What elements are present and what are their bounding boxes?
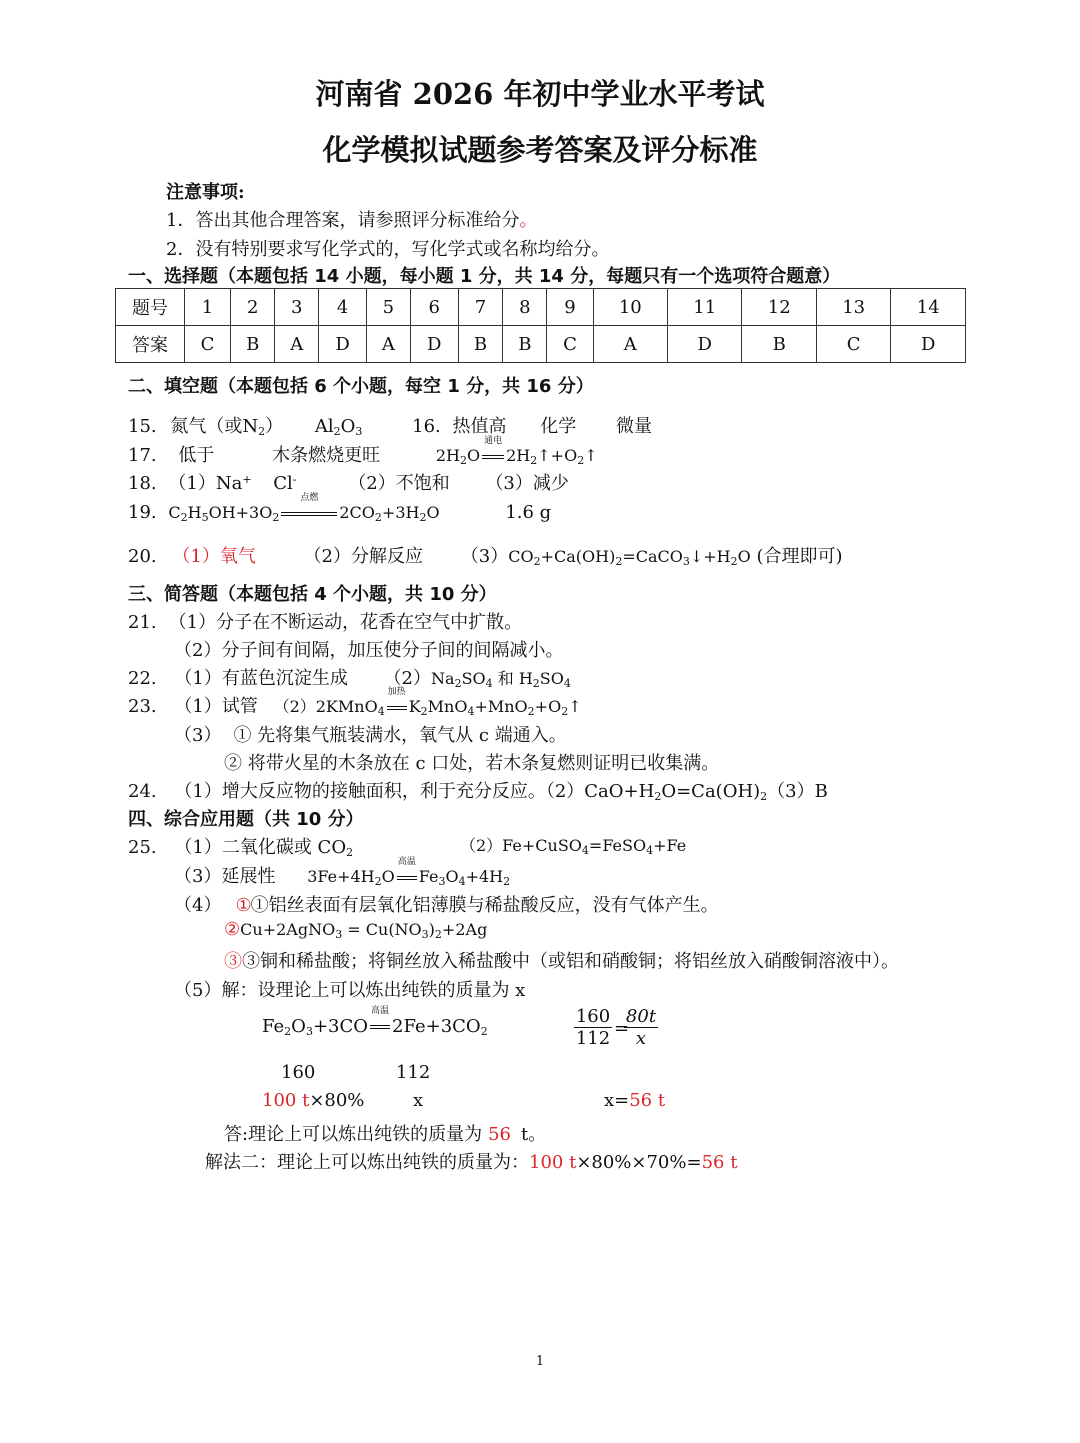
section1-heading: 一、选择题（本题包括 14 小题，每小题 1 分，共 14 分，每题只有一个选项符合题意）: [128, 266, 841, 287]
notes-item-2: 2．没有特别要求写化学式的，写化学式或名称均给分。: [166, 239, 610, 260]
notes-heading: 注意事项:: [166, 182, 245, 203]
table-cell: 10: [593, 289, 667, 326]
q23-line-2: （3） ① 先将集气瓶装满水，氧气从 c 端通入。: [174, 725, 567, 746]
table-cell: A: [593, 326, 667, 363]
mass-160: 160: [281, 1062, 316, 1083]
mass-x: x: [413, 1090, 424, 1111]
q25-line-3: （3）延展性 $3Fe+4H_2O$ 高温 $Fe_3O_4+4H_2$: [174, 857, 511, 888]
q22-line: 22. （1）有蓝色沉淀生成 $(2)Na_2SO_4$ 和 $H_2SO_4$: [128, 668, 571, 690]
q17-line: 17. 低于 木条燃烧更旺 $2H_2O$ 通电 $2H_2↑+O_2↑$: [128, 436, 598, 467]
q25-line-4: （4） ①①铝丝表面有层氧化铝薄膜与稀盐酸反应，没有气体产生。: [174, 895, 719, 916]
table-row-answers: [116, 326, 966, 363]
table-cell: C: [185, 326, 231, 363]
notes-item-1: 1．答出其他合理答案，请参照评分标准给分。: [166, 210, 538, 231]
table-cell: 2: [231, 289, 275, 326]
section4-heading: 四、综合应用题（共 10 分）: [128, 809, 364, 830]
table-cell: 7: [458, 289, 502, 326]
q21-line-1: 21. （1）分子在不断运动，花香在空气中扩散。: [128, 612, 523, 633]
table-cell: D: [891, 326, 966, 363]
result-x: x=56 t: [604, 1090, 666, 1111]
mass-112: 112: [396, 1062, 431, 1083]
fraction-left: 160 112: [575, 1006, 611, 1049]
table-cell: 1: [185, 289, 231, 326]
table-cell: D: [410, 326, 458, 363]
table-cell: D: [319, 326, 367, 363]
page-number: 1: [535, 1354, 545, 1369]
q23-line-1: 23. （1）试管 （2）2KMnO$_4$ 加热 $K_2MnO_4+MnO_2+O_2↑$: [128, 687, 582, 718]
table-cell: 11: [668, 289, 742, 326]
q18-line: 18. （1）Na+ Cl- （2）不饱和 （3）减少: [128, 473, 569, 494]
q21-line-2: （2）分子间有间隔，加压使分子间的间隔减小。: [174, 640, 564, 661]
table-cell: 14: [891, 289, 966, 326]
page-subtitle: 化学模拟试题参考答案及评分标准: [322, 133, 758, 167]
q24-line: 24. （1）增大反应物的接触面积，利于充分反应。$(2)CaO+H_2O=Ca(OH)_2(3)B$: [128, 781, 828, 803]
table-cell: 13: [816, 289, 890, 326]
q19-line: 19. $C_2H_5OH+3O_2$ 点燃 $2CO_2+3H_2O$ 1.6 g: [128, 493, 552, 524]
q25-equation: $Fe_2O_3+3CO$ 高温 $2Fe+3CO_2$: [262, 1006, 488, 1038]
table-header-cell: 答案: [116, 326, 185, 363]
q15-line: 15. 氮气（或$N_2$） $Al_2O_3$ 16. 热值高 化学 微量: [128, 416, 652, 438]
table-cell: 6: [410, 289, 458, 326]
table-cell: 3: [275, 289, 319, 326]
table-cell: B: [458, 326, 502, 363]
table-cell: C: [547, 326, 593, 363]
q25-line-5: （5）解：设理论上可以炼出纯铁的质量为 x: [174, 980, 526, 1001]
fraction-right: 80t x: [625, 1006, 657, 1049]
table-cell: B: [231, 326, 275, 363]
q20-line: 20. （1）氧气 （2）分解反应 $(3)CO_2+Ca(OH)_2=CaCO_3↓+H_2O$ (合理即可): [128, 546, 843, 568]
q25-line-1: 25. （1）二氧化碳或 $CO_2$: [128, 837, 354, 859]
table-cell: D: [668, 326, 742, 363]
q25-line-1b: （2）Fe+CuSO$_4$=FeSO$_4$+Fe: [460, 836, 687, 857]
table-row-numbers: [116, 289, 966, 326]
table-cell: 8: [503, 289, 547, 326]
table-cell: C: [816, 326, 890, 363]
q25-line-4b: ②Cu+2AgNO$_3$ = $Cu(NO_3)_2+2Ag$: [224, 919, 488, 941]
table-cell: B: [742, 326, 816, 363]
table-cell: A: [275, 326, 319, 363]
q23-line-3: ② 将带火星的木条放在 c 口处，若木条复燃则证明已收集满。: [224, 753, 720, 774]
table-cell: B: [503, 326, 547, 363]
section3-heading: 三、简答题（本题包括 4 个小题，共 10 分）: [128, 584, 497, 605]
table-cell: 12: [742, 289, 816, 326]
table-header-cell: 题号: [116, 289, 185, 326]
answer-line: 答:理论上可以炼出纯铁的质量为 56 t。: [224, 1124, 547, 1145]
q25-line-4c: ③③铜和稀盐酸；将铜丝放入稀盐酸中（或铝和硝酸铜；将铝丝放入硝酸铜溶液中）。: [224, 951, 899, 972]
table-cell: A: [367, 326, 411, 363]
table-cell: 9: [547, 289, 593, 326]
equals-sign: =: [614, 1018, 630, 1039]
table-cell: 5: [367, 289, 411, 326]
section2-heading: 二、填空题（本题包括 6 个小题，每空 1 分，共 16 分）: [128, 376, 594, 397]
page-title: 河南省 2026 年初中学业水平考试: [315, 77, 765, 111]
method2-line: 解法二：理论上可以炼出纯铁的质量为：100 t×80%×70%=56 t: [205, 1152, 738, 1173]
answer-table: [115, 288, 966, 363]
table-cell: 4: [319, 289, 367, 326]
mass-100t: 100 t×80%: [262, 1090, 365, 1111]
